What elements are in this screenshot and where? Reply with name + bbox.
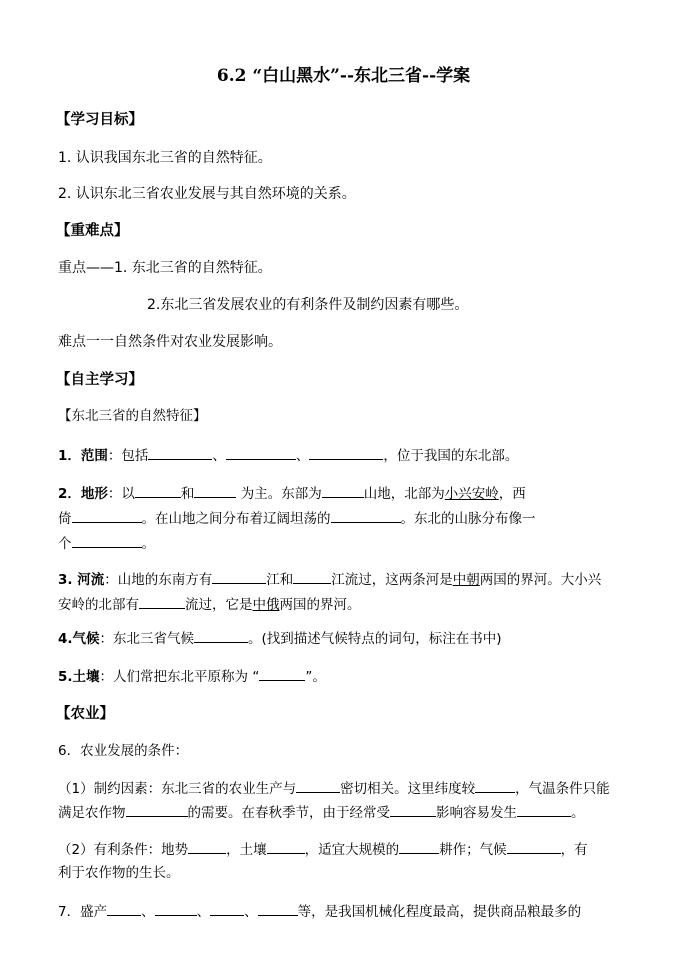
constraint-text: （1）制约因素：东北三省的农业生产与 bbox=[58, 781, 297, 797]
constraint-text: 满足农作物 bbox=[58, 805, 126, 821]
keypoints-heading: 【重难点】 bbox=[56, 223, 129, 239]
fill-blank[interactable] bbox=[390, 802, 436, 817]
question-2-line-2 bbox=[58, 508, 536, 529]
q3-text: 安岭的北部有 bbox=[58, 597, 139, 613]
q3-text: ：山地的东南方有 bbox=[104, 572, 213, 588]
q2-text: 倚 bbox=[58, 511, 72, 527]
key-point-2: 2.东北三省发展农业的有利条件及制约因素有哪些。 bbox=[147, 297, 469, 313]
constraint-line-2 bbox=[58, 802, 585, 823]
q7-text: 等，是我国机械化程度最高，提供商品粮最多的 bbox=[297, 904, 582, 920]
fill-blank[interactable] bbox=[226, 445, 296, 460]
q7-text: 、 bbox=[141, 904, 155, 920]
fill-blank[interactable] bbox=[331, 508, 401, 523]
q3-label: 3. 河流 bbox=[58, 572, 105, 588]
constraint-text: 的需要。在春秋季节，由于经常受 bbox=[187, 805, 390, 821]
advantage-text: ，有 bbox=[560, 842, 588, 858]
q4-text: 。(找到描述气候特点的词句，标注在书中) bbox=[248, 631, 502, 647]
q7-text: 7．盛产 bbox=[58, 904, 108, 920]
underlined-term: 小兴安岭 bbox=[444, 486, 499, 502]
q1-label: 1．范围 bbox=[58, 448, 108, 464]
fill-blank[interactable] bbox=[194, 483, 236, 498]
fill-blank[interactable] bbox=[507, 839, 561, 854]
fill-blank[interactable] bbox=[296, 778, 340, 793]
fill-blank[interactable] bbox=[155, 901, 197, 916]
underlined-term: 中俄 bbox=[252, 597, 280, 613]
fill-blank[interactable] bbox=[126, 802, 188, 817]
fill-blank[interactable] bbox=[517, 802, 571, 817]
q5-label: 5.土壤 bbox=[58, 669, 100, 685]
advantage-text: （2）有利条件：地势 bbox=[58, 842, 189, 858]
q2-text: ，西 bbox=[498, 486, 526, 502]
fill-blank[interactable] bbox=[259, 666, 305, 681]
q2-text: 。 bbox=[141, 536, 155, 552]
constraint-line-1 bbox=[58, 778, 610, 799]
advantage-line-1 bbox=[58, 839, 588, 860]
question-5 bbox=[58, 666, 326, 687]
advantage-text: 耕作；气候 bbox=[439, 842, 507, 858]
fill-blank[interactable] bbox=[72, 533, 142, 548]
constraint-text: 密切相关。这里纬度较 bbox=[340, 781, 476, 797]
fill-blank[interactable] bbox=[309, 445, 383, 460]
fill-blank[interactable] bbox=[322, 483, 364, 498]
key-prefix: 重点—— bbox=[58, 260, 114, 276]
constraint-text: 影响容易发生 bbox=[436, 805, 517, 821]
fill-blank[interactable] bbox=[258, 901, 298, 916]
objective-item-1: 1. 认识我国东北三省的自然特征。 bbox=[58, 150, 272, 166]
q2-text: 和 bbox=[180, 486, 195, 502]
fill-blank[interactable] bbox=[139, 594, 185, 609]
q4-text: ：东北三省气候 bbox=[99, 631, 195, 647]
fill-blank[interactable] bbox=[212, 569, 266, 584]
question-2-line-1 bbox=[58, 483, 526, 504]
fill-blank[interactable] bbox=[210, 901, 244, 916]
advantage-line-2: 利于农作物的生长。 bbox=[58, 865, 180, 881]
q7-text: 、 bbox=[244, 904, 258, 920]
q3-text: 流过，它是 bbox=[185, 597, 253, 613]
q2-text: 。东北的山脉分布像一 bbox=[400, 511, 536, 527]
objectives-heading: 【学习目标】 bbox=[56, 112, 143, 128]
question-3-line-2 bbox=[58, 594, 361, 615]
q5-text: ：人们常把东北平原称为 “ bbox=[99, 669, 260, 685]
question-1 bbox=[58, 445, 518, 466]
q3-text: 两国的界河。 bbox=[279, 597, 361, 613]
natural-features-heading: 【东北三省的自然特征】 bbox=[58, 408, 207, 424]
difficult-point: 难点一一自然条件对农业发展影响。 bbox=[58, 334, 282, 350]
q2-label: 2．地形 bbox=[58, 486, 108, 502]
q2-text: 个 bbox=[58, 536, 72, 552]
q2-text: 为主。东部为 bbox=[236, 486, 322, 502]
q1-text: 、 bbox=[212, 448, 226, 464]
q1-text: ：包括 bbox=[107, 448, 149, 464]
q3-text: 江流过，这两条河是 bbox=[331, 572, 453, 588]
q3-text: 两国的界河。大小兴 bbox=[479, 572, 602, 588]
fill-blank[interactable] bbox=[72, 508, 142, 523]
question-4 bbox=[58, 628, 502, 649]
constraint-text: 。 bbox=[571, 805, 585, 821]
underlined-term: 中朝 bbox=[452, 572, 480, 588]
fill-blank[interactable] bbox=[188, 839, 226, 854]
question-2-line-3 bbox=[58, 533, 155, 554]
fill-blank[interactable] bbox=[399, 839, 439, 854]
q1-text: ，位于我国的东北部。 bbox=[383, 448, 519, 464]
fill-blank[interactable] bbox=[267, 839, 305, 854]
q7-text: 、 bbox=[196, 904, 211, 920]
q3-text: 江和 bbox=[266, 572, 294, 588]
q1-text: 、 bbox=[295, 448, 310, 464]
fill-blank[interactable] bbox=[135, 483, 181, 498]
fill-blank[interactable] bbox=[293, 569, 331, 584]
self-study-heading: 【自主学习】 bbox=[56, 372, 143, 388]
document-title: 6.2 “白山黑水”--东北三省--学案 bbox=[216, 66, 471, 86]
key-point-1 bbox=[58, 258, 272, 278]
q2-text: ：以 bbox=[107, 486, 135, 502]
advantage-text: ，土壤 bbox=[226, 842, 267, 858]
fill-blank[interactable] bbox=[194, 628, 248, 643]
fill-blank[interactable] bbox=[107, 901, 141, 916]
fill-blank[interactable] bbox=[148, 445, 212, 460]
agriculture-heading: 【农业】 bbox=[56, 706, 114, 722]
question-7 bbox=[58, 901, 581, 922]
q4-label: 4.气候 bbox=[58, 631, 100, 647]
q2-text: 。在山地之间分布着辽阔坦荡的 bbox=[141, 511, 331, 527]
q5-text: ”。 bbox=[305, 669, 326, 685]
constraint-text: ，气温条件只能 bbox=[515, 781, 610, 797]
q2-text: 山地，北部为 bbox=[363, 486, 445, 502]
advantage-text: ，适宜大规模的 bbox=[304, 842, 400, 858]
objective-item-2: 2. 认识东北三省农业发展与其自然环境的关系。 bbox=[58, 186, 356, 202]
key-point-1-text: 1. 东北三省的自然特征。 bbox=[114, 260, 272, 276]
question-6: 6．农业发展的条件： bbox=[58, 743, 189, 759]
fill-blank[interactable] bbox=[475, 778, 515, 793]
question-3-line-1 bbox=[58, 569, 601, 590]
